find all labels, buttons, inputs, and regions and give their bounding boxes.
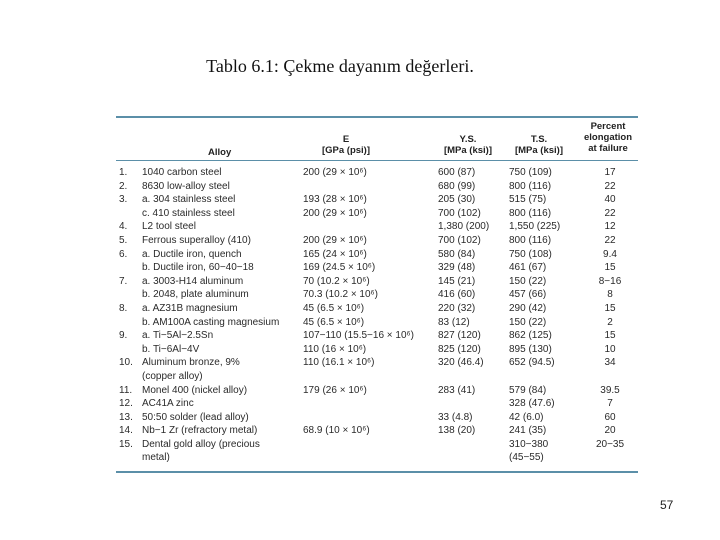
table-row [116,316,638,330]
tensile-strength-cell: 42 (6.0) [509,411,544,423]
alloy-cell: a. Ti−5Al−2.5Sn [142,330,214,342]
header-ys [436,134,500,156]
table-row [116,166,638,180]
table-row [116,356,638,370]
table-row [116,384,638,398]
elongation-cell: 22 [604,207,616,219]
alloy-cell: a. 304 stainless steel [142,194,236,206]
modulus-cell: 200 (29 × 10⁶) [303,167,367,178]
modulus-cell: 70 (10.2 × 10⁶) [303,275,370,287]
header-pe-line1: Percent [590,121,626,132]
alloy-cell: a. AZ31B magnesium [142,302,238,314]
row-number: 8. [119,302,128,314]
yield-strength-cell: 205 (30) [438,194,476,206]
tensile-strength-cell: 1,550 (225) [509,221,561,233]
yield-strength-cell: 145 (21) [438,275,476,287]
table-header-rule [116,160,638,161]
tensile-strength-cell: 328 (47.6) [509,398,555,410]
elongation-cell: 9.4 [603,248,617,260]
modulus-cell: 110 (16.1 × 10⁶) [303,357,375,369]
row-number: 1. [119,167,128,178]
elongation-cell: 60 [604,411,616,423]
yield-strength-cell: 827 (120) [438,330,481,342]
table-row [116,451,638,465]
header-ys-line2: [MPa (ksi)] [443,145,493,156]
elongation-cell: 2 [607,316,613,328]
elongation-cell: 39.5 [600,384,620,396]
row-number: 12. [119,398,133,410]
elongation-cell: 15 [604,302,616,314]
table-row [116,248,638,262]
elongation-cell: 15 [604,330,616,342]
elongation-cell: 10 [604,343,616,355]
table-row [116,397,638,411]
elongation-cell: 20 [604,425,616,437]
yield-strength-cell: 138 (20) [438,425,476,437]
row-number: 2. [119,180,128,192]
elongation-cell: 20−35 [595,438,625,450]
table-row [116,329,638,343]
modulus-cell: 193 (28 × 10⁶) [303,194,367,206]
row-number: 10. [119,357,133,369]
table-row [116,275,638,289]
tensile-strength-cell: 310−380 [509,438,549,450]
yield-strength-cell: 33 (4.8) [438,411,473,423]
alloy-cell: b. Ti−6Al−4V [142,343,200,355]
tensile-strength-cell: 895 (130) [509,343,552,355]
table-row [116,302,638,316]
alloy-cell: a. 3003-H14 aluminum [142,275,244,287]
tensile-strength-cell: 515 (75) [509,194,547,206]
alloy-cell: Nb−1 Zr (refractory metal) [142,425,258,437]
table-row [116,220,638,234]
yield-strength-cell: 320 (46.4) [438,357,484,369]
header-ts-line2: [MPa (ksi)] [514,145,564,156]
row-number: 3. [119,194,128,206]
alloy-cell: Ferrous superalloy (410) [142,234,251,246]
row-number: 4. [119,221,128,233]
table-row [116,234,638,248]
yield-strength-cell: 825 (120) [438,343,481,355]
header-pe-line2: elongation [583,132,633,143]
tensile-strength-cell: 652 (94.5) [509,357,555,369]
tensile-strength-cell: 800 (116) [509,180,552,192]
modulus-cell: 165 (24 × 10⁶) [303,248,367,260]
alloy-cell: 1040 carbon steel [142,167,222,178]
elongation-cell: 17 [604,167,616,178]
table-row [116,424,638,438]
tensile-strength-cell: 579 (84) [509,384,547,396]
alloy-cell: b. 2048, plate aluminum [142,289,249,301]
header-ys-line1: Y.S. [459,134,477,145]
tensile-strength-cell: 150 (22) [509,316,547,328]
elongation-cell: 22 [604,234,616,246]
modulus-cell: 200 (29 × 10⁶) [303,207,367,219]
header-e-line2: [GPa (psi)] [321,145,371,156]
tensile-strength-cell: 290 (42) [509,302,547,314]
header-alloy: Alloy [208,147,232,158]
table-row [116,411,638,425]
table-row [116,193,638,207]
tensile-strength-cell: 750 (109) [509,167,552,178]
table-row [116,207,638,221]
alloy-cell: 8630 low-alloy steel [142,180,230,192]
tensile-strength-cell: 461 (67) [509,262,547,274]
modulus-cell: 45 (6.5 × 10⁶) [303,302,365,314]
yield-strength-cell: 83 (12) [438,316,470,328]
elongation-cell: 15 [604,262,616,274]
tensile-strength-cell: 150 (22) [509,275,547,287]
row-number: 11. [119,384,133,396]
tensile-strength-cell: (45−55) [509,452,544,464]
row-number: 9. [119,330,128,342]
tensile-strength-cell: 241 (35) [509,425,547,437]
yield-strength-cell: 416 (60) [438,289,476,301]
table-bottom-rule [116,471,638,473]
modulus-cell: 110 (16 × 10⁶) [303,343,367,355]
alloy-cell: a. Ductile iron, quench [142,248,242,260]
table-top-rule [116,116,638,118]
header-ts-line1: T.S. [530,134,548,145]
alloy-cell: Aluminum bronze, 9% [142,357,240,369]
alloy-cell: Monel 400 (nickel alloy) [142,384,248,396]
alloy-cell: L2 tool steel [142,221,196,233]
elongation-cell: 8 [607,289,613,301]
row-number: 13. [119,411,133,423]
elongation-cell: 12 [604,221,616,233]
tensile-strength-cell: 800 (116) [509,207,552,219]
alloy-cell: c. 410 stainless steel [142,207,235,219]
header-e-line1: E [342,134,350,145]
modulus-cell: 68.9 (10 × 10⁶) [303,425,370,437]
modulus-cell: 107−110 (15.5−16 × 10⁶) [303,330,414,342]
yield-strength-cell: 329 (48) [438,262,476,274]
yield-strength-cell: 580 (84) [438,248,476,260]
table-body [116,166,638,465]
yield-strength-cell: 680 (99) [438,180,476,192]
tensile-strength-cell: 750 (108) [509,248,552,260]
tensile-strength-cell: 800 (116) [509,234,552,246]
slide-title: Tablo 6.1: Çekme dayanım değerleri. [206,56,474,76]
header-elongation [578,121,638,154]
table-row [116,288,638,302]
elongation-cell: 40 [604,194,616,206]
tensile-strength-cell: 862 (125) [509,330,552,342]
table-row [116,438,638,452]
yield-strength-cell: 1,380 (200) [438,221,490,233]
modulus-cell: 45 (6.5 × 10⁶) [303,316,365,328]
row-number: 7. [119,275,128,287]
elongation-cell: 22 [604,180,616,192]
modulus-cell: 200 (29 × 10⁶) [303,234,367,246]
alloy-cell: b. AM100A casting magnesium [142,316,280,328]
alloy-cell: 50:50 solder (lead alloy) [142,411,249,423]
table-row [116,343,638,357]
elongation-cell: 34 [604,357,616,369]
alloy-cell: AC41A zinc [142,398,194,410]
yield-strength-cell: 700 (102) [438,207,481,219]
row-number: 6. [119,248,128,260]
modulus-cell: 70.3 (10.2 × 10⁶) [303,289,378,301]
alloy-cell: Dental gold alloy (precious [142,438,260,450]
modulus-cell: 179 (26 × 10⁶) [303,384,367,396]
yield-strength-cell: 220 (32) [438,302,476,314]
elongation-cell: 8−16 [598,275,622,287]
table-row [116,180,638,194]
table-row [116,370,638,384]
alloy-cell: b. Ductile iron, 60−40−18 [142,262,254,274]
yield-strength-cell: 283 (41) [438,384,476,396]
yield-strength-cell: 700 (102) [438,234,481,246]
header-pe-line3: at failure [588,143,628,154]
alloy-cell: metal) [142,452,170,464]
header-ts [507,134,571,156]
row-number: 5. [119,234,128,246]
table-row [116,261,638,275]
yield-strength-cell: 600 (87) [438,167,476,178]
elongation-cell: 7 [607,398,613,410]
row-number: 15. [119,438,133,450]
page-number: 57 [660,498,674,512]
alloy-cell: (copper alloy) [142,370,203,382]
tensile-strength-cell: 457 (66) [509,289,547,301]
row-number: 14. [119,425,133,437]
header-e [301,134,391,156]
modulus-cell: 169 (24.5 × 10⁶) [303,262,376,274]
